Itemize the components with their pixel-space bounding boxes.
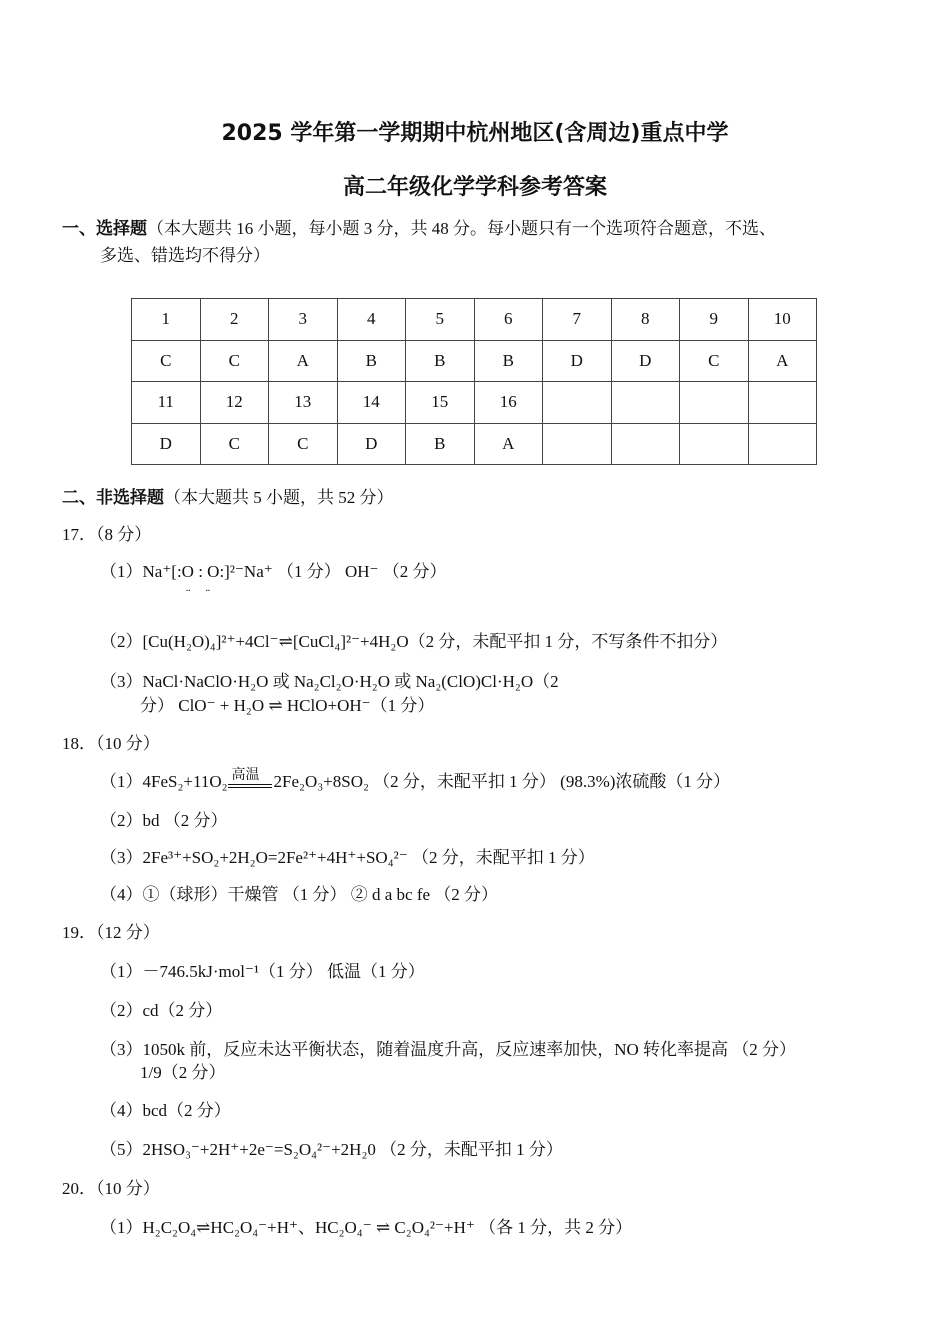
table-cell: 2 (200, 299, 269, 341)
equals-bar (228, 784, 272, 788)
table-cell: 6 (474, 299, 543, 341)
table-cell: 9 (680, 299, 749, 341)
q17-electron-formula: Na⁺[:O : O:]²⁻Na⁺ (142, 562, 273, 581)
table-cell (680, 423, 749, 465)
table-cell: C (200, 423, 269, 465)
table-cell: C (269, 423, 338, 465)
lone-pair-dots: ¨ ¨ (186, 586, 216, 601)
section1-intro (62, 214, 776, 239)
title-line2: 高二年级化学学科参考答案 (342, 175, 607, 200)
table-row (132, 340, 817, 382)
title-line1: 2025 学年第一学期期中杭州地区(含周边)重点中学 (221, 121, 729, 146)
table-cell: B (474, 340, 543, 382)
section1-heading: 一、选择题 (62, 219, 147, 238)
q17-part3-line1: （3）NaCl·NaClO·H₂O 或 Na₂Cl₂O·H₂O 或 Na₂(ClO)Cl·H₂O（2 (100, 672, 559, 691)
q18-part3: （3）2Fe³⁺+SO₂+2H₂O=2Fe²⁺+4H⁺+SO₄²⁻ （2 分，未配平扣 1 分） (100, 848, 595, 867)
q19-part2: （2）cd（2 分） (100, 1001, 223, 1020)
table-cell: C (200, 340, 269, 382)
table-cell: 14 (337, 382, 406, 424)
q18-part2: （2）bd （2 分） (100, 811, 228, 830)
table-cell: 10 (748, 299, 817, 341)
table-cell: 16 (474, 382, 543, 424)
table-row (132, 299, 817, 341)
table-cell (611, 423, 680, 465)
q17-part3-line2: 分） ClO⁻ + H₂O ⇌ HClO+OH⁻（1 分） (140, 696, 435, 715)
table-cell: 4 (337, 299, 406, 341)
table-cell: 3 (269, 299, 338, 341)
table-cell: D (337, 423, 406, 465)
table-cell: 8 (611, 299, 680, 341)
table-cell: 5 (406, 299, 475, 341)
q19-part3-line1: （3）1050k 前，反应未达平衡状态，随着温度升高，反应速率加快，NO 转化率提高 （2 分） (100, 1040, 797, 1059)
section1-desc-line1: （本大题共 16 小题，每小题 3 分，共 48 分。每小题只有一个选项符合题意，不选、 (147, 219, 776, 238)
q19-part1: （1）－746.5kJ·mol⁻¹（1 分） 低温（1 分） (100, 962, 425, 981)
table-cell (748, 423, 817, 465)
table-cell: D (132, 423, 201, 465)
q20-header: 20．（10 分） (62, 1179, 160, 1198)
section2-heading: 二、非选择题 (62, 488, 164, 507)
section1-desc-line2: 多选、错选均不得分） (100, 246, 270, 265)
condition-label: 高温 (231, 767, 260, 784)
q19-part4: （4）bcd（2 分） (100, 1101, 231, 1120)
table-cell: C (680, 340, 749, 382)
table-cell (748, 382, 817, 424)
q17-part2: （2）[Cu(H₂O)₄]²⁺+4Cl⁻⇌[CuCl₄]²⁻+4H₂O（2 分，未配平扣 1 分，不写条件不扣分） (100, 632, 728, 651)
q17-part1 (100, 557, 447, 582)
q18-part1 (100, 767, 730, 792)
q18-header: 18．（10 分） (62, 734, 160, 753)
table-cell: B (337, 340, 406, 382)
q18-p1-rhs: 2Fe₂O₃+8SO₂ （2 分，未配平扣 1 分） (98.3%)浓硫酸（1 分） (273, 772, 731, 791)
table-cell: A (269, 340, 338, 382)
table-cell: B (406, 423, 475, 465)
section2-desc: （本大题共 5 小题，共 52 分） (164, 488, 394, 507)
table-cell (680, 382, 749, 424)
table-cell: D (611, 340, 680, 382)
q19-part3-line2: 1/9（2 分） (140, 1063, 226, 1082)
table-cell (611, 382, 680, 424)
q18-part4: （4）①（球形）干燥管 （1 分） ② d a bc fe （2 分） (100, 885, 499, 904)
q17-header: 17．（8 分） (62, 525, 152, 544)
table-cell: A (474, 423, 543, 465)
table-cell: B (406, 340, 475, 382)
q19-header: 19．（12 分） (62, 923, 160, 942)
table-cell: 11 (132, 382, 201, 424)
reaction-condition (228, 767, 274, 792)
table-cell: 1 (132, 299, 201, 341)
table-cell: 7 (543, 299, 612, 341)
table-cell: A (748, 340, 817, 382)
table-cell: C (132, 340, 201, 382)
answer-table (131, 298, 817, 465)
section2-intro (62, 483, 394, 508)
q20-part1: （1）H₂C₂O₄⇌HC₂O₄⁻+H⁺、HC₂O₄⁻ ⇌ C₂O₄²⁻+H⁺ （各 1 分，共 2 分） (100, 1218, 633, 1237)
table-row (132, 382, 817, 424)
table-row (132, 423, 817, 465)
table-cell: 12 (200, 382, 269, 424)
table-cell: D (543, 340, 612, 382)
table-cell: 15 (406, 382, 475, 424)
q18-p1-lhs: （1）4FeS₂+11O₂ (100, 772, 228, 791)
table-cell (543, 423, 612, 465)
q19-part5: （5）2HSO₃⁻+2H⁺+2e⁻=S₂O₄²⁻+2H₂0 （2 分，未配平扣 1 分） (100, 1140, 563, 1159)
table-cell: 13 (269, 382, 338, 424)
q17-p1-rest: （1 分） OH⁻ （2 分） (272, 562, 447, 581)
table-cell (543, 382, 612, 424)
q17-p1-prefix: （1） (100, 562, 143, 581)
